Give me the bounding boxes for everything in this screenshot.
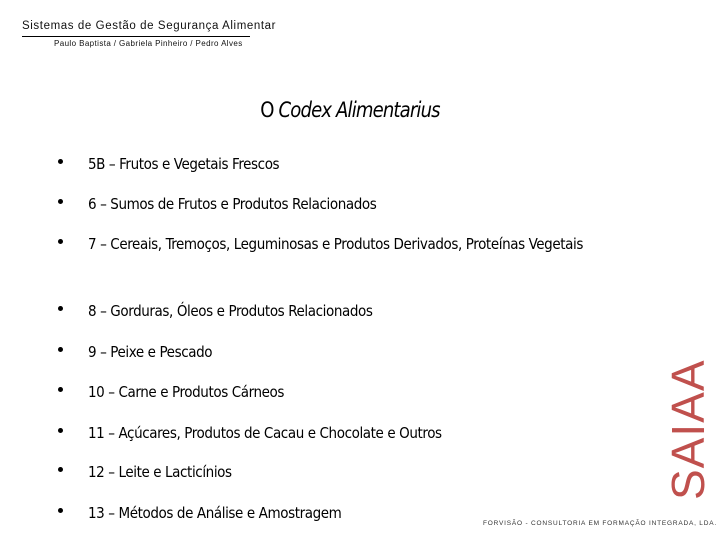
- footer-company: FORVISÃO - CONSULTORIA EM FORMAÇÃO INTEGRADA, LDA.: [483, 520, 717, 527]
- bullet-icon: [58, 387, 63, 392]
- bullet-icon: [58, 467, 63, 472]
- list-item-text: 13 – Métodos de Análise e Amostragem: [88, 504, 342, 522]
- bullet-icon: [58, 199, 63, 204]
- brand-logo: SAIAA: [662, 359, 714, 500]
- list-item-text: 6 – Sumos de Frutos e Produtos Relacionados: [88, 195, 377, 213]
- bullet-icon: [58, 159, 63, 164]
- bullet-icon: [58, 508, 63, 513]
- page-title-emphasis: Codex Alimentarius: [278, 98, 440, 122]
- list-item-text: 12 – Leite e Lacticínios: [88, 463, 232, 481]
- bullet-icon: [58, 239, 63, 244]
- bullet-icon: [58, 306, 63, 311]
- page-title-prefix: O: [260, 98, 274, 122]
- header-divider: [22, 36, 250, 37]
- bullet-icon: [58, 347, 63, 352]
- bullet-icon: [58, 428, 63, 433]
- page-title: [49, 98, 651, 122]
- header-authors: Paulo Baptista / Gabriela Pinheiro / Pedro Alves: [54, 39, 243, 48]
- list-item-text: 5B – Frutos e Vegetais Frescos: [88, 155, 280, 173]
- list-item-text: 9 – Peixe e Pescado: [88, 343, 213, 361]
- header-title: Sistemas de Gestão de Segurança Alimentar: [22, 20, 277, 32]
- list-item-text: 10 – Carne e Produtos Cárneos: [88, 383, 285, 401]
- list-item-text: 11 – Açúcares, Produtos de Cacau e Chocolate e Outros: [88, 424, 442, 442]
- list-item-text: 8 – Gorduras, Óleos e Produtos Relacionados: [88, 302, 373, 320]
- list-item-text: 7 – Cereais, Tremoços, Leguminosas e Produtos Derivados, Proteínas Vegetais: [88, 235, 584, 253]
